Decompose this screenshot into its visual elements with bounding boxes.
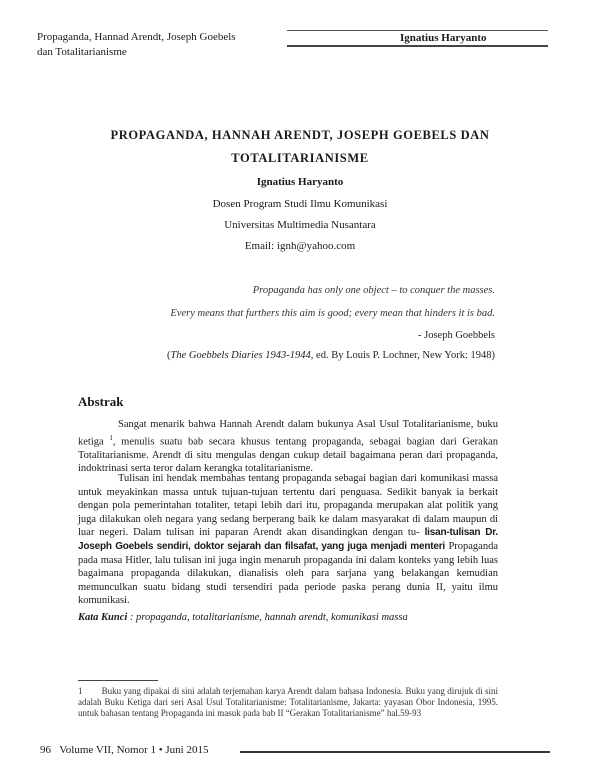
footnote-ref[interactable]: 1 — [109, 433, 113, 442]
article-title-line2: TOTALITARIANISME — [231, 151, 369, 165]
keywords-label: Kata Kunci — [78, 612, 128, 623]
abstract-bold-segment: lisan-tulisan Dr. Joseph Goebels sendiri, doktor sejarah dan filsafat, yang juga menjadi menteri — [78, 527, 499, 552]
footnote-number: 1 — [78, 686, 83, 696]
keywords — [78, 611, 498, 625]
running-title: Propaganda, Hannad Arendt, Joseph Goebels dan Totalitarianisme — [37, 31, 236, 58]
running-author: Ignatius Haryanto — [400, 32, 487, 44]
footer — [40, 744, 208, 756]
epigraph-source: (The Goebbels Diaries 1943-1944, ed. By Louis P. Lochner, New York: 1948) — [167, 350, 495, 361]
epigraph-line2: Every means that furthers this aim is good; every mean that hinders it is bad. — [170, 308, 495, 319]
article-title-line1: PROPAGANDA, HANNAH ARENDT, JOSEPH GOEBELS DAN — [110, 128, 490, 142]
footnote-text: Buku yang dipakai di sini adalah terjemahan karya Arendt dalam bahasa Indonesia. Buku yang dirujuk di sini adalah Buku Ketiga dari seri Asal Usul Totalitarianisme: Totalitarianisme, Jakarta: yayasan Obor Indonesia, 1995. untuk bahasan tentang Propaganda ini masuk pada bab II “Gerakan Totalitarianisme” hal.59-93 — [78, 686, 499, 718]
epigraph-line1: Propaganda has only one object – to conquer the masses. — [252, 285, 495, 296]
author-email: Email: ignh@yahoo.com — [244, 240, 356, 252]
footnote-rule — [78, 680, 158, 681]
abstract-heading: Abstrak — [78, 394, 124, 409]
author-affiliation-dept: Dosen Program Studi Ilmu Komunikasi — [212, 198, 388, 210]
abstract-paragraph-1: Sangat menarik bahwa Hannah Arendt dalam bukunya Asal Usul Totalitarianisme, buku ketiga $^1$, menulis suatu bab secara khusus tentang propaganda, sebagai bagian dari Gerakan Totalitarianisme. Arendt di situ mengulas dengan cukup detail bagaimana peran dari propaganda, indoktrinasi serta teror dalam kerangka totalitarianisme. — [78, 419, 498, 475]
epigraph-source-title: The Goebbels Diaries 1943-1944 — [170, 350, 311, 361]
author-affiliation-univ: Universitas Multimedia Nusantara — [224, 219, 376, 231]
epigraph-attribution: - Joseph Goebbels — [418, 330, 495, 341]
footer-rule — [240, 751, 550, 753]
keywords-list: : propaganda, totalitarianisme, hannah arendt, komunikasi massa — [127, 612, 408, 623]
author-name: Ignatius Haryanto — [256, 176, 344, 188]
page-number: 96 — [40, 744, 51, 756]
abstract-paragraph-2: Tulisan ini hendak membahas tentang propaganda sebagai bagian dari komunikasi massa untuk meyakinkan massa untuk tujuan-tujuan tertentu dari penguasa. Sedikit banyak ia berkait dengan pola pemerintahan totaliter, tetapi lebih dari itu, propaganda merupakan alat politik yang juga dilakukan oleh negara yang sedang berperang baik ke dalam masyarakat di dalam maupun di luar negeri. Dalam tulisan ini paparan Arendt akan disandingkan dengan tu- lisan-tulisan Dr. Joseph Goebels sendiri, doktor sejarah dan filsafat, yang juga menjadi menteri Propaganda pada masa Hitler, lalu tulisan ini juga ingin menaruh propaganda ini dalam konteks yang lebih luas bagaimana propaganda dilakukan, dianalisis oleh para sarjana yang belakangan kemudian memunculkan suatu bidang studi tersendiri pada periode paska perang dunia II, yaitu ilmu komunikasi. — [78, 473, 499, 607]
volume-info: Volume VII, Nomor 1 • Juni 2015 — [59, 744, 209, 756]
footnote — [78, 686, 498, 719]
